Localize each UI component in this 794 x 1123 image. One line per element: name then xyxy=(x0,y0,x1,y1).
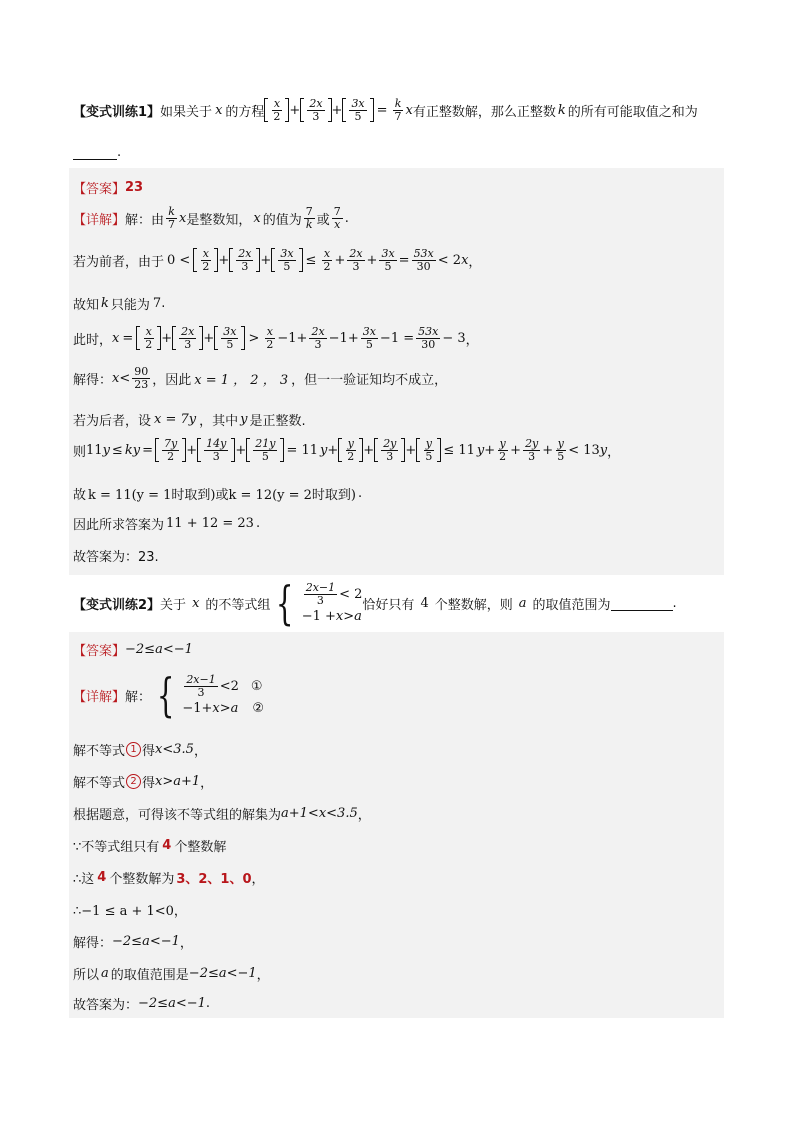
problem2-value: 4 xyxy=(420,595,429,611)
detail1-text: . xyxy=(255,516,261,531)
detail2-var: a xyxy=(101,966,109,981)
answer-blank xyxy=(73,144,117,160)
detail2-line4 xyxy=(73,804,371,823)
answer2-label: 【答案】 xyxy=(73,644,126,659)
detail2-line8 xyxy=(73,932,193,951)
floor-x-2: $\frac{x}{2}$ xyxy=(264,98,289,122)
problem1-mid: 的方程 xyxy=(225,104,265,120)
problem2-text: 关于 xyxy=(160,597,187,613)
detail1-value: x = 7y xyxy=(154,412,197,427)
detail1-value: x = 1 ， 2 ， 3 xyxy=(194,372,289,388)
detail2-text: 得 xyxy=(142,776,156,791)
detail1-value: 7 xyxy=(152,296,162,311)
detail2-text: ， xyxy=(200,776,214,791)
detail2-value: −2≤a<−1 xyxy=(138,996,206,1011)
detail2-line7 xyxy=(73,900,187,919)
answer1-label: 【答案】 xyxy=(73,182,126,197)
detail1-text: ，其中 xyxy=(199,414,239,429)
problem1-blank-line xyxy=(73,144,121,160)
detail2-text: ∴这 xyxy=(73,872,95,887)
answer1-line xyxy=(73,178,143,197)
detail2-line5 xyxy=(73,836,226,855)
detail1-line9 xyxy=(73,514,260,533)
detail1-text: 故 xyxy=(73,488,87,503)
detail2-text: . xyxy=(205,996,211,1011)
problem2-text: 个整数解，则 xyxy=(434,597,513,613)
detail1-line6 xyxy=(73,410,306,429)
detail2-text: ， xyxy=(357,808,371,823)
detail2-text: ， xyxy=(251,872,265,887)
problem2-var: a xyxy=(518,595,527,611)
detail1-text: . xyxy=(358,486,363,501)
detail2-text: ∵不等式组只有 xyxy=(73,840,160,855)
detail1-text: 是正整数. xyxy=(249,414,306,429)
var-k: k xyxy=(557,102,566,118)
problem1-tag: 【变式训练1】 xyxy=(73,104,161,120)
detail1-line4: 此时， x = $\frac{x}{2}$ + $\frac{2x}{3}$ + $\frac{3x}{5}$ > $\frac{x}{2}$ −1+ $\frac{2x}{3}$ −1+ $\frac{3x}{5}$ −1 = $\frac{53x}{30}$ − 3 ， xyxy=(73,325,479,351)
detail1-line7: 则 11 y ≤ ky = $\frac{7y}{2}$ + $\frac{14y}{3}$ + $\frac{21y}{5}$ = 11 y + $\frac{y}{2}$ + $\frac{2y}{3}$ + $\frac{y}{5}$ ≤ 11 y + $\frac{y}{2}$ + $\frac{2y}{3}$ + $\frac{y}{5}$ < 13 y ， xyxy=(73,437,621,463)
detail2-text: 解： xyxy=(125,689,152,705)
problem2-end: . xyxy=(672,595,677,611)
detail1-line10 xyxy=(73,546,159,565)
frac-k-7: $\frac{k}{7}$ xyxy=(394,97,402,123)
detail2-value: −2≤a<−1 xyxy=(188,966,257,981)
detail2-text: 个整数解为 xyxy=(109,872,175,887)
detail2-text: ， xyxy=(256,968,270,983)
detail1-line2: 若为前者，由于 0 < $\frac{x}{2}$ + $\frac{2x}{3}$ + $\frac{3x}{5}$ ≤ $\frac{x}{2}$ + $\frac{2x}{3}$ + $\frac{3x}{5}$ = $\frac{53x}{30}$ < 2 x ， xyxy=(73,247,482,273)
detail2-text: 得 xyxy=(142,744,156,759)
detail1-text: 则 xyxy=(73,444,87,460)
detail1-text: 只能为 xyxy=(110,298,150,313)
detail2-text: 根据题意，可得该不等式组的解集为 xyxy=(73,808,282,823)
detail1-text: 若为前者，由于 xyxy=(73,254,165,270)
detail1-text: 解得： xyxy=(73,372,113,388)
detail2-text: 个整数解 xyxy=(174,840,227,855)
detail2-value: 4 xyxy=(97,870,107,885)
inequality-system: { $\frac{2x-1}{3}$ < 2 −1 + x > a xyxy=(276,576,363,630)
detail2-text: 解不等式 xyxy=(73,744,126,759)
detail2-value: a+1<x<3.5 xyxy=(281,806,358,821)
problem1-intro: 如果关于 xyxy=(160,104,213,120)
detail1-text: 是整数知， xyxy=(186,212,252,228)
detail2-line3 xyxy=(73,772,213,791)
detail2-text: ， xyxy=(179,936,193,951)
detail1-text: 故答案为：23. xyxy=(73,550,159,565)
problem1-statement: 【变式训练1】 如果关于 x 的方程 $\frac{x}{2}$ + $\frac{2x}{3}$ + $\frac{3x}{5}$ = $\frac{k}{7}$ x 有正整数解，那么正整数 k 的所有可能取值之和为 xyxy=(73,97,698,123)
detail1-text: ，因此 xyxy=(152,372,192,388)
detail2-value: −2≤a<−1 xyxy=(112,934,180,949)
detail1-text: ，但一一验证知均不成立， xyxy=(291,372,448,388)
problem2-tag: 【变式训练2】 xyxy=(73,597,161,613)
problem2-text: 恰好只有 xyxy=(362,597,415,613)
detail1-text: 解：由 xyxy=(125,212,165,228)
detail1-text: 若为后者，设 xyxy=(73,414,152,429)
circled-2: 2 xyxy=(126,774,141,789)
detail1-value: 11 + 12 = 23 xyxy=(166,516,254,531)
answer-blank xyxy=(611,595,673,611)
mark-1: ① xyxy=(250,679,263,694)
answer1-value: 23 xyxy=(125,180,144,195)
problem2-statement: 【变式训练2】 关于 x 的不等式组 { $\frac{2x-1}{3}$ < 2 −1 + x > a 恰好只有 4 个整数解，则 a 的取值范围为 . xyxy=(73,576,677,630)
detail2-line1: 【详解】 解： { $\frac{2x-1}{3}$ <2 ① −1+x>a ② xyxy=(73,668,265,722)
detail2-value: x>a+1 xyxy=(155,774,201,789)
detail1-label: 【详解】 xyxy=(73,212,126,228)
detail2-value: 3、2、1、0 xyxy=(176,872,252,887)
detail1-text: 因此所求答案为 xyxy=(73,518,165,533)
detail2-text: 所以 xyxy=(73,968,100,983)
answer2-line xyxy=(73,640,193,659)
var-x: x xyxy=(215,102,223,118)
detail1-text: 的值为 xyxy=(262,212,302,228)
problem1-tail: 有正整数解，那么正整数 xyxy=(412,104,556,120)
detail1-line8 xyxy=(73,484,362,503)
detail1-line1: 【详解】 解：由 $\frac{k}{7}$ x 是整数知， x 的值为 $\frac{7}{k}$ 或 $\frac{7}{x}$ . xyxy=(73,205,349,231)
answer2-value: −2≤a<−1 xyxy=(125,642,193,657)
detail2-text: ， xyxy=(193,744,207,759)
problem1-end: . xyxy=(117,144,122,160)
detail1-text: 此时， xyxy=(73,332,113,348)
mark-2: ② xyxy=(252,700,265,716)
detail2-label: 【详解】 xyxy=(73,689,126,705)
detail2-text: 解不等式 xyxy=(73,776,126,791)
detail2-line10 xyxy=(73,994,210,1013)
detail2-line9 xyxy=(73,964,270,983)
detail1-text: 或 xyxy=(316,212,330,228)
detail2-text: 故答案为： xyxy=(73,998,139,1013)
circled-1: 1 xyxy=(126,742,141,757)
problem1-tail2: 的所有可能取值之和为 xyxy=(567,104,698,120)
detail2-value: ∴−1 ≤ a + 1<0， xyxy=(73,904,187,919)
floor-3x-5: $\frac{3x}{5}$ xyxy=(342,98,373,122)
detail1-value: y xyxy=(240,412,248,427)
detail1-value: k = 11(y = 1时取到)或k = 12(y = 2时取到) xyxy=(88,488,357,503)
floor-2x-3: $\frac{2x}{3}$ xyxy=(300,98,331,122)
detail1-text: 故知 xyxy=(73,298,100,313)
problem2-text: 的不等式组 xyxy=(205,597,271,613)
detail2-value: x<3.5 xyxy=(155,742,194,757)
detail2-text: 的取值范围是 xyxy=(110,968,189,983)
detail2-line2 xyxy=(73,740,207,759)
detail2-line6 xyxy=(73,868,265,887)
detail1-line5: 解得： x < $\frac{90}{23}$ ，因此 x = 1 ， 2 ， 3 ，但一一验证知均不成立， xyxy=(73,365,448,391)
detail2-text: 解得： xyxy=(73,936,113,951)
problem2-text: 的取值范围为 xyxy=(532,597,611,613)
detail1-line3: 故知 k 只能为 7 . xyxy=(73,296,166,313)
detail2-value: 4 xyxy=(162,838,172,853)
